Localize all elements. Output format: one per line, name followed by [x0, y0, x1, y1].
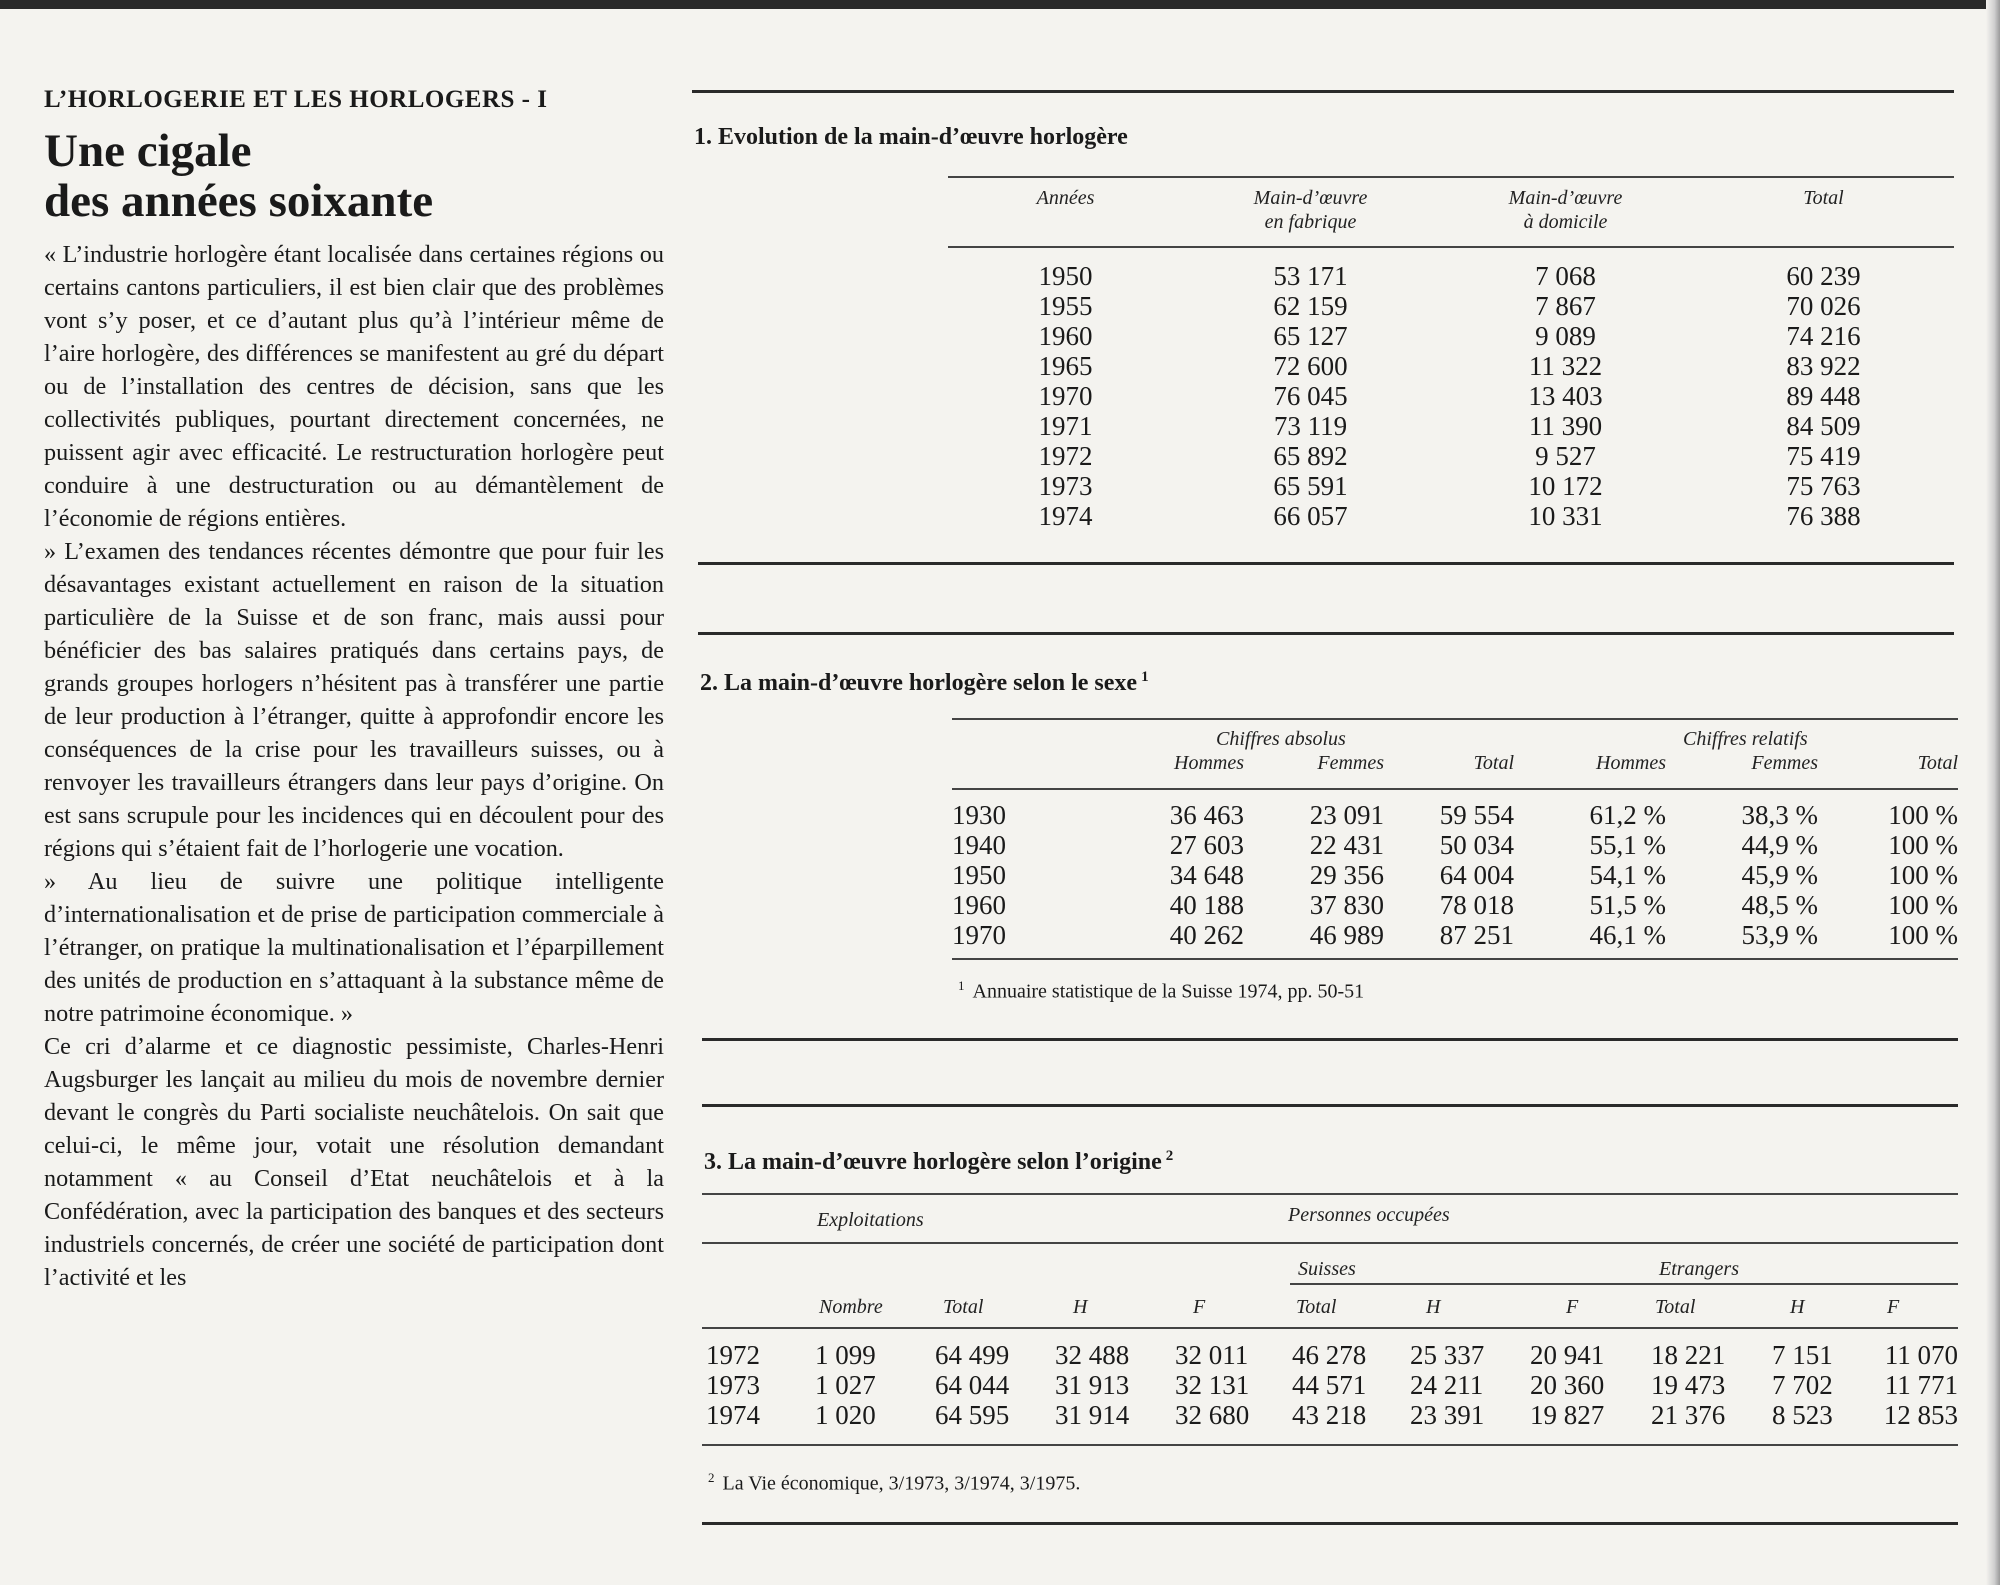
- table3-row-cell: 1 099: [815, 1340, 876, 1370]
- table3-header-f: F: [1193, 1296, 1206, 1318]
- table2-header-hommes: Hommes: [1174, 752, 1244, 774]
- table1-row: [948, 291, 1954, 321]
- table2-row-cell: 100 %: [1888, 890, 1958, 920]
- table3-top-rule: [702, 1104, 1958, 1107]
- article-title-line1: Une cigale: [44, 125, 252, 177]
- table3-row: [702, 1400, 1958, 1430]
- table2-row-cell: 50 034: [1439, 830, 1514, 860]
- table1-row-cell: 1974: [1038, 501, 1093, 531]
- table2-row-cell: 23 091: [1309, 800, 1384, 830]
- table2-footnote-mark: 1: [958, 978, 965, 993]
- table1-row-cell: 1972: [1038, 441, 1093, 471]
- table1-body: [948, 261, 1954, 531]
- table2-row-cell: 53,9 %: [1741, 920, 1818, 950]
- table1-bottom-rule: [698, 562, 1954, 565]
- table3-group-exploitations: Exploitations: [817, 1209, 924, 1231]
- table3-row-cell: 32 131: [1175, 1370, 1250, 1400]
- table2-row-cell: 100 %: [1888, 860, 1958, 890]
- table1-row-cell: 84 509: [1786, 411, 1861, 441]
- table2-header-total: Total: [1473, 752, 1514, 774]
- table1-row-cell: 1970: [1038, 381, 1093, 411]
- table1-row-cell: 9 089: [1535, 321, 1596, 351]
- table1-row-cell: 73 119: [1273, 411, 1348, 441]
- table2-header: [952, 751, 1958, 775]
- scan-edge-right: [1986, 0, 2000, 1585]
- table3-heading: [704, 1148, 1173, 1176]
- table3-row-cell: 11 070: [1884, 1340, 1958, 1370]
- table1-header-fabrique: Main-d’œuvre en fabrique: [1253, 187, 1368, 233]
- table3-row-cell: 64 499: [935, 1340, 1010, 1370]
- table2-row-cell: 87 251: [1439, 920, 1514, 950]
- article-column: [44, 86, 664, 1294]
- table3-row-cell: 32 488: [1055, 1340, 1130, 1370]
- table3-footnote-mark: 2: [708, 1470, 715, 1485]
- table3-row-cell: 64 044: [935, 1370, 1010, 1400]
- table1-row-cell: 53 171: [1273, 261, 1348, 291]
- table3-header-etrangers-f: F: [1887, 1296, 1900, 1318]
- table1-row-cell: 75 763: [1786, 471, 1861, 501]
- table3-row-cell: 31 913: [1055, 1370, 1130, 1400]
- table2-row-cell: 1960: [952, 890, 1006, 920]
- article-paragraph: « L’industrie horlogère étant localisée dans certaines régions ou certains cantons particuliers, il est bien clair que des problèmes vont s’y poser, et ce d’autant plus qu’à l’intérieur même de l’aire horlogère, des différences se manifestent au gré du départ ou de l’installation des centres de décision, sans que les collectivités publiques, pourtant directement concernées, ne puissent agir avec efficacité. Le restructuration horlogère peut conduire à une destructuration ou au démantèlement de l’économie de régions entières.: [44, 241, 664, 532]
- table2-row: [952, 920, 1958, 950]
- table3-row-cell: 64 595: [935, 1400, 1010, 1430]
- table3-footnote-text: La Vie économique, 3/1973, 3/1974, 3/1975.: [722, 1472, 1081, 1495]
- table2-top-rule: [698, 632, 1954, 635]
- table2-row-cell: 37 830: [1309, 890, 1384, 920]
- table1-row-cell: 11 322: [1528, 351, 1603, 381]
- table2-row-cell: 46 989: [1309, 920, 1384, 950]
- table3-group-suisses: Suisses: [1298, 1258, 1356, 1280]
- table2-row-cell: 34 648: [1169, 860, 1244, 890]
- table3-heading-text: 3. La main-d’œuvre horlogère selon l’origine: [704, 1149, 1162, 1175]
- table1-row-cell: 75 419: [1786, 441, 1861, 471]
- table1-row-cell: 10 172: [1528, 471, 1603, 501]
- table1-row: [948, 351, 1954, 381]
- table2-bottom-rule: [952, 958, 1958, 960]
- table2-row-cell: 100 %: [1888, 920, 1958, 950]
- table3-body: [702, 1340, 1958, 1430]
- table2-row-cell: 64 004: [1439, 860, 1514, 890]
- table2-row-cell: 78 018: [1439, 890, 1514, 920]
- table1-row-cell: 83 922: [1786, 351, 1861, 381]
- table3-row-cell: 1 027: [815, 1370, 876, 1400]
- table1-row-cell: 13 403: [1528, 381, 1603, 411]
- table1-row-cell: 70 026: [1786, 291, 1861, 321]
- article-kicker: L’HORLOGERIE ET LES HORLOGERS - I: [44, 86, 548, 113]
- table3-row-cell: 7 702: [1772, 1370, 1833, 1400]
- table2-heading-mark: 1: [1141, 669, 1149, 685]
- table2-end-rule: [702, 1038, 1958, 1041]
- article-paragraph: » Au lieu de suivre une politique intelligente d’internationalisation et de prise de participation commerciale à l’étranger, on pratique la multinationalisation et l’éparpillement des unités de production en s’attaquant à la substance même de notre patrimoine économique. »: [44, 868, 664, 1027]
- table2-row-cell: 38,3 %: [1741, 800, 1818, 830]
- table2-row-cell: 36 463: [1169, 800, 1244, 830]
- table1-row-cell: 60 239: [1786, 261, 1861, 291]
- table3-row-cell: 20 360: [1530, 1370, 1605, 1400]
- table1-row-cell: 1960: [1038, 321, 1093, 351]
- table3-header-bottom-rule: [702, 1327, 1958, 1329]
- table2-row-cell: 1970: [952, 920, 1006, 950]
- table3-row: [702, 1340, 1958, 1370]
- table2-row: [952, 830, 1958, 860]
- table1-header-domicile: Main-d’œuvre à domicile: [1508, 187, 1623, 233]
- table2-row-cell: 40 188: [1169, 890, 1244, 920]
- table3-row-cell: 7 151: [1772, 1340, 1833, 1370]
- table2-footnote-text: Annuaire statistique de la Suisse 1974, pp. 50-51: [972, 980, 1365, 1003]
- table1-row-cell: 7 068: [1535, 261, 1596, 291]
- table2-group-absolute: Chiffres absolus: [1216, 728, 1346, 750]
- table3-header-h: H: [1073, 1296, 1088, 1318]
- table2-row-cell: 45,9 %: [1741, 860, 1818, 890]
- table3-row-cell: 1972: [706, 1340, 760, 1370]
- table1-row-cell: 1965: [1038, 351, 1093, 381]
- table3-row-cell: 24 211: [1410, 1370, 1484, 1400]
- table1-header-annees: Années: [1036, 187, 1095, 209]
- table1-top-rule: [692, 90, 1954, 93]
- table1-row-cell: 1971: [1038, 411, 1093, 441]
- table1-row-cell: 74 216: [1786, 321, 1861, 351]
- table3-group-personnes: Personnes occupées: [1288, 1204, 1450, 1226]
- table3-row-cell: 8 523: [1772, 1400, 1833, 1430]
- table2-header-femmes-rel: Femmes: [1751, 752, 1818, 774]
- table2-row-cell: 51,5 %: [1589, 890, 1666, 920]
- table3-header-row: [702, 1295, 1958, 1319]
- table2-header-top-rule: [952, 718, 1958, 720]
- table1-row: [948, 261, 1954, 291]
- table3-row-cell: 19 827: [1530, 1400, 1605, 1430]
- table2-body: [952, 800, 1958, 950]
- table3-header-top-rule: [702, 1193, 1958, 1195]
- table3-header-etrangers-total: Total: [1655, 1296, 1696, 1318]
- table2-row-cell: 100 %: [1888, 800, 1958, 830]
- table3-row-cell: 19 473: [1651, 1370, 1726, 1400]
- table2-group-relative: Chiffres relatifs: [1683, 728, 1808, 750]
- table3-group-etrangers: Etrangers: [1659, 1258, 1739, 1280]
- scan-edge-top: [0, 0, 2000, 9]
- table3-row-cell: 25 337: [1410, 1340, 1485, 1370]
- table1-row-cell: 7 867: [1535, 291, 1596, 321]
- table3-row-cell: 1973: [706, 1370, 760, 1400]
- table1-row-cell: 76 045: [1273, 381, 1348, 411]
- table1-row-cell: 65 892: [1273, 441, 1348, 471]
- table1-row-cell: 66 057: [1273, 501, 1348, 531]
- table3-header-suisses-total: Total: [1296, 1296, 1337, 1318]
- table3-row-cell: 32 680: [1175, 1400, 1250, 1430]
- table2-row-cell: 48,5 %: [1741, 890, 1818, 920]
- table1-row-cell: 76 388: [1786, 501, 1861, 531]
- table2-row-cell: 61,2 %: [1589, 800, 1666, 830]
- table2-row-cell: 46,1 %: [1589, 920, 1666, 950]
- table3-row: [702, 1370, 1958, 1400]
- table2-row-cell: 29 356: [1309, 860, 1384, 890]
- table3-header: [702, 1295, 1958, 1319]
- table1-heading: 1. Evolution de la main-d’œuvre horlogère: [694, 124, 1128, 150]
- table1-row-cell: 62 159: [1273, 291, 1348, 321]
- table2-heading-text: 2. La main-d’œuvre horlogère selon le sexe: [700, 670, 1138, 696]
- table2-row: [952, 800, 1958, 830]
- table2-row-cell: 55,1 %: [1589, 830, 1666, 860]
- table3-row-cell: 44 571: [1292, 1370, 1367, 1400]
- table3-header-suisses-f: F: [1566, 1296, 1579, 1318]
- table1-row: [948, 381, 1954, 411]
- table2-heading: [700, 669, 1149, 697]
- table2-row-cell: 59 554: [1439, 800, 1514, 830]
- table3-group-rule: [702, 1242, 1958, 1244]
- table3-row-cell: 11 771: [1884, 1370, 1958, 1400]
- table2-row-cell: 40 262: [1169, 920, 1244, 950]
- table3-row-cell: 18 221: [1651, 1340, 1726, 1370]
- table1-row: [948, 501, 1954, 531]
- table3-header-etrangers-h: H: [1790, 1296, 1805, 1318]
- table2-row-cell: 1950: [952, 860, 1006, 890]
- table1-header-row: [948, 186, 1954, 234]
- article-title: [44, 126, 664, 226]
- table1-header-top-rule: [948, 176, 1954, 178]
- table1-row: [948, 441, 1954, 471]
- table3-row-cell: 43 218: [1292, 1400, 1367, 1430]
- table1-header-total: Total: [1803, 187, 1844, 209]
- table1-row-cell: 1973: [1038, 471, 1093, 501]
- table1-row-cell: 1955: [1038, 291, 1093, 321]
- table3-row-cell: 12 853: [1883, 1400, 1958, 1430]
- article-body: [44, 238, 664, 1294]
- table3-row-cell: 1974: [706, 1400, 760, 1430]
- table3-heading-mark: 2: [1165, 1148, 1174, 1164]
- table3-row-cell: 1 020: [815, 1400, 876, 1430]
- table1-header-bottom-rule: [948, 246, 1954, 248]
- table1-row-cell: 9 527: [1535, 441, 1596, 471]
- table1-row-cell: 72 600: [1273, 351, 1348, 381]
- table1-row: [948, 321, 1954, 351]
- table3-row-cell: 32 011: [1175, 1340, 1249, 1370]
- table2-header-bottom-rule: [952, 788, 1958, 790]
- table1-row: [948, 411, 1954, 441]
- table1-row-cell: 89 448: [1786, 381, 1861, 411]
- table2-header-row: [952, 751, 1958, 775]
- table2-row-cell: 100 %: [1888, 830, 1958, 860]
- table3-subgroup-rule: [1290, 1283, 1958, 1285]
- table3-row-cell: 31 914: [1055, 1400, 1130, 1430]
- table3-bottom-rule: [702, 1444, 1958, 1446]
- table2-header-total-rel: Total: [1917, 752, 1958, 774]
- table2-row-cell: 22 431: [1309, 830, 1384, 860]
- table2-header-hommes-rel: Hommes: [1596, 752, 1666, 774]
- table1-row-cell: 65 127: [1273, 321, 1348, 351]
- table2-footnote: [958, 978, 1364, 1004]
- article-paragraph: Ce cri d’alarme et ce diagnostic pessimiste, Charles-Henri Augsburger les lançait au milieu du mois de novembre dernier devant le congrès du Parti socialiste neuchâtelois. On sait que celui-ci, le même jour, votait une résolution demandant notamment « au Conseil d’Etat neuchâtelois et à la Confédération, avec la participation des banques et des secteurs industriels concernés, de créer une société de participation dont l’activité et les: [44, 1033, 664, 1291]
- table2-row-cell: 44,9 %: [1741, 830, 1818, 860]
- table3-row-cell: 46 278: [1292, 1340, 1367, 1370]
- table1-row-cell: 11 390: [1528, 411, 1603, 441]
- table3-end-rule: [702, 1522, 1958, 1525]
- table3-row-cell: 21 376: [1651, 1400, 1726, 1430]
- table3-row-cell: 23 391: [1410, 1400, 1485, 1430]
- table1-row-cell: 10 331: [1528, 501, 1603, 531]
- table2-row: [952, 890, 1958, 920]
- table3-row-cell: 20 941: [1530, 1340, 1605, 1370]
- table2-row-cell: 1940: [952, 830, 1006, 860]
- table2-row-cell: 54,1 %: [1589, 860, 1666, 890]
- article-paragraph: » L’examen des tendances récentes démontre que pour fuir les désavantages existant actuellement en raison de la situation particulière de la Suisse et de son franc, mais aussi pour bénéficier des bas salaires pratiqués dans certains pays, de grands groupes horlogers n’hésitent pas à transférer une partie de leur production à l’étranger, quitte à approfondir encore les conséquences de la crise pour les travailleurs suisses, ou à renvoyer les travailleurs étrangers dans leur pays d’origine. On est sans scrupule pour les incidences qui en découlent pour des régions qui s’étaient fait de l’horlogerie une vocation.: [44, 538, 664, 862]
- table3-footnote: [708, 1470, 1080, 1496]
- table1: [948, 186, 1954, 234]
- article-title-line2: des années soixante: [44, 175, 434, 227]
- table2-row-cell: 1930: [952, 800, 1006, 830]
- table3-header-total: Total: [943, 1296, 984, 1318]
- table2-row: [952, 860, 1958, 890]
- table1-row-cell: 65 591: [1273, 471, 1348, 501]
- table3-header-suisses-h: H: [1426, 1296, 1441, 1318]
- table2-row-cell: 27 603: [1169, 830, 1244, 860]
- table2-header-femmes: Femmes: [1317, 752, 1384, 774]
- table1-row-cell: 1950: [1038, 261, 1093, 291]
- table3-header-nombre: Nombre: [819, 1296, 883, 1318]
- table1-row: [948, 471, 1954, 501]
